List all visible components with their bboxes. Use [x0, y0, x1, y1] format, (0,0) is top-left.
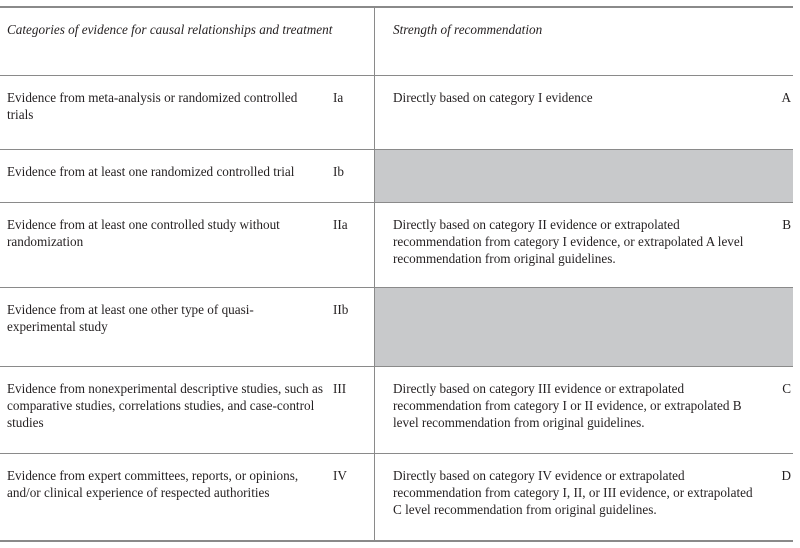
evidence-table [0, 6, 793, 542]
table-row [0, 76, 793, 150]
recommendation-text: Directly based on category II evidence or extrapolated recommendation from category I evidence, or extrapolated A level recommendation from original guidelines. [393, 217, 744, 266]
recommendation-cell [375, 76, 793, 149]
table-row [0, 150, 793, 203]
table-row [0, 454, 793, 542]
evidence-cell [0, 150, 375, 202]
table-header-row [0, 6, 793, 76]
recommendation-cell [375, 367, 793, 453]
evidence-text: Evidence from expert committees, reports, or opinions, and/or clinical experience of respected authorities [7, 468, 299, 500]
table-row [0, 203, 793, 288]
recommendation-cell [375, 454, 793, 540]
grade-letter: C [782, 381, 791, 396]
evidence-text: Evidence from at least one randomized controlled trial [7, 164, 295, 179]
category-code: IIa [333, 217, 348, 232]
recommendation-text: Directly based on category I evidence [393, 90, 593, 105]
recommendation-cell-shaded [375, 288, 793, 366]
category-code: Ia [333, 90, 344, 105]
grade-letter: B [782, 217, 791, 232]
grade-letter: A [781, 90, 791, 105]
recommendation-text: Directly based on category IV evidence or extrapolated recommendation from category I, II, or III evidence, or extrapolated C level recommendation from original guidelines. [393, 468, 753, 517]
header-cell-strength [375, 8, 793, 75]
evidence-cell [0, 367, 375, 453]
category-code: Ib [333, 164, 344, 179]
category-code: IV [333, 468, 347, 483]
header-evidence-label: Categories of evidence for causal relationships and treatment [7, 22, 333, 37]
evidence-text: Evidence from nonexperimental descriptive studies, such as comparative studies, correlations studies, and case-control studies [7, 381, 324, 430]
evidence-cell [0, 76, 375, 149]
recommendation-cell-shaded [375, 150, 793, 202]
evidence-text: Evidence from at least one controlled study without randomization [7, 217, 280, 249]
category-code: IIb [333, 302, 349, 317]
table-row [0, 288, 793, 367]
evidence-cell [0, 288, 375, 366]
grade-letter: D [781, 468, 791, 483]
recommendation-text: Directly based on category III evidence or extrapolated recommendation from category I or II evidence, or extrapolated B level recommendation from original guidelines. [393, 381, 742, 430]
evidence-cell [0, 454, 375, 540]
table-row [0, 367, 793, 454]
evidence-cell [0, 203, 375, 287]
header-cell-evidence [0, 8, 375, 75]
header-strength-label: Strength of recommendation [393, 22, 543, 37]
recommendation-cell [375, 203, 793, 287]
category-code: III [333, 381, 347, 396]
evidence-text: Evidence from meta-analysis or randomized controlled trials [7, 90, 298, 122]
evidence-text: Evidence from at least one other type of quasi-experimental study [7, 302, 254, 334]
